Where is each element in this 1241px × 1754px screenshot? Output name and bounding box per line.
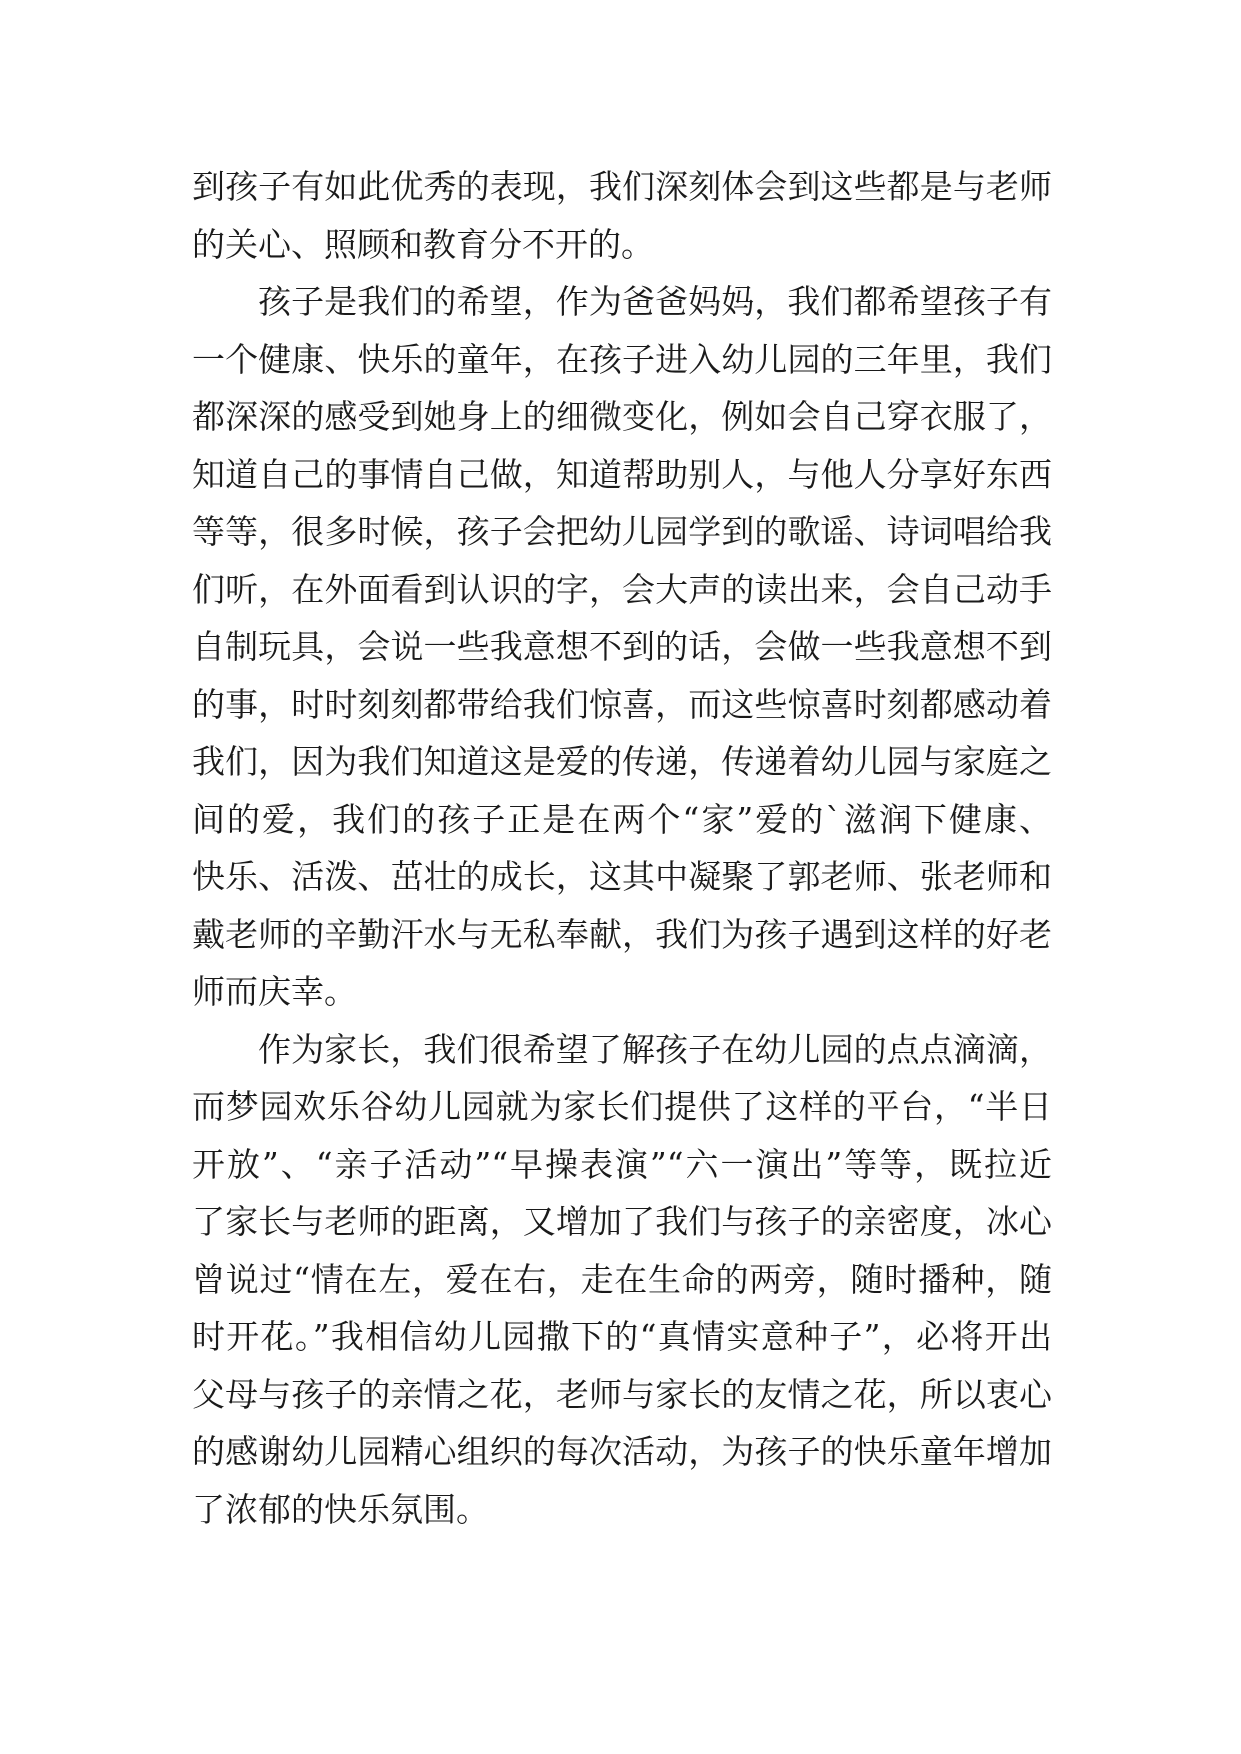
text-line: 一个健康、快乐的童年，在孩子进入幼儿园的三年里，我们 — [192, 339, 1052, 379]
text-line: 作为家长，我们很希望了解孩子在幼儿园的点点滴滴， — [258, 1029, 1052, 1069]
text-line: 了浓郁的快乐氛围。 — [192, 1489, 489, 1529]
body-text — [192, 158, 1052, 1538]
text-line: 时开花。”我相信幼儿园撒下的“真情实意种子”，必将开出 — [192, 1317, 1052, 1356]
text-line: 师而庆幸。 — [192, 972, 357, 1011]
text-line: 间的爱，我们的孩子正是在两个“家”爱的`滋润下健康、 — [192, 799, 1052, 839]
text-line: 自制玩具，会说一些我意想不到的话，会做一些我意想不到 — [192, 627, 1052, 666]
text-line: 的事，时时刻刻都带给我们惊喜，而这些惊喜时刻都感动着 — [192, 684, 1052, 724]
text-line: 到孩子有如此优秀的表现，我们深刻体会到这些都是与老师 — [192, 167, 1052, 206]
text-line: 的感谢幼儿园精心组织的每次活动，为孩子的快乐童年增加 — [192, 1432, 1052, 1471]
text-line: 快乐、活泼、茁壮的成长，这其中凝聚了郭老师、张老师和 — [192, 857, 1052, 896]
text-line: 的关心、照顾和教育分不开的。 — [192, 224, 654, 264]
text-line: 戴老师的辛勤汗水与无私奉献，我们为孩子遇到这样的好老 — [192, 914, 1052, 954]
text-line: 知道自己的事情自己做，知道帮助别人，与他人分享好东西 — [192, 454, 1052, 494]
text-line: 曾说过“情在左，爱在右，走在生命的两旁，随时播种，随 — [192, 1259, 1052, 1299]
text-line: 父母与孩子的亲情之花，老师与家长的友情之花，所以衷心 — [192, 1374, 1052, 1414]
text-line: 我们，因为我们知道这是爱的传递，传递着幼儿园与家庭之 — [192, 742, 1052, 781]
text-line: 们听，在外面看到认识的字，会大声的读出来，会自己动手 — [192, 569, 1052, 609]
text-line: 孩子是我们的希望，作为爸爸妈妈，我们都希望孩子有 — [258, 282, 1052, 321]
text-line: 而梦园欢乐谷幼儿园就为家长们提供了这样的平台，“半日 — [192, 1087, 1052, 1126]
text-line: 都深深的感受到她身上的细微变化，例如会自己穿衣服了， — [192, 397, 1052, 436]
text-line: 开放”、“亲子活动”“早操表演”“六一演出”等等，既拉近 — [192, 1144, 1052, 1184]
text-line: 了家长与老师的距离，又增加了我们与孩子的亲密度，冰心 — [192, 1202, 1052, 1241]
text-line: 等等，很多时候，孩子会把幼儿园学到的歌谣、诗词唱给我 — [192, 512, 1052, 551]
